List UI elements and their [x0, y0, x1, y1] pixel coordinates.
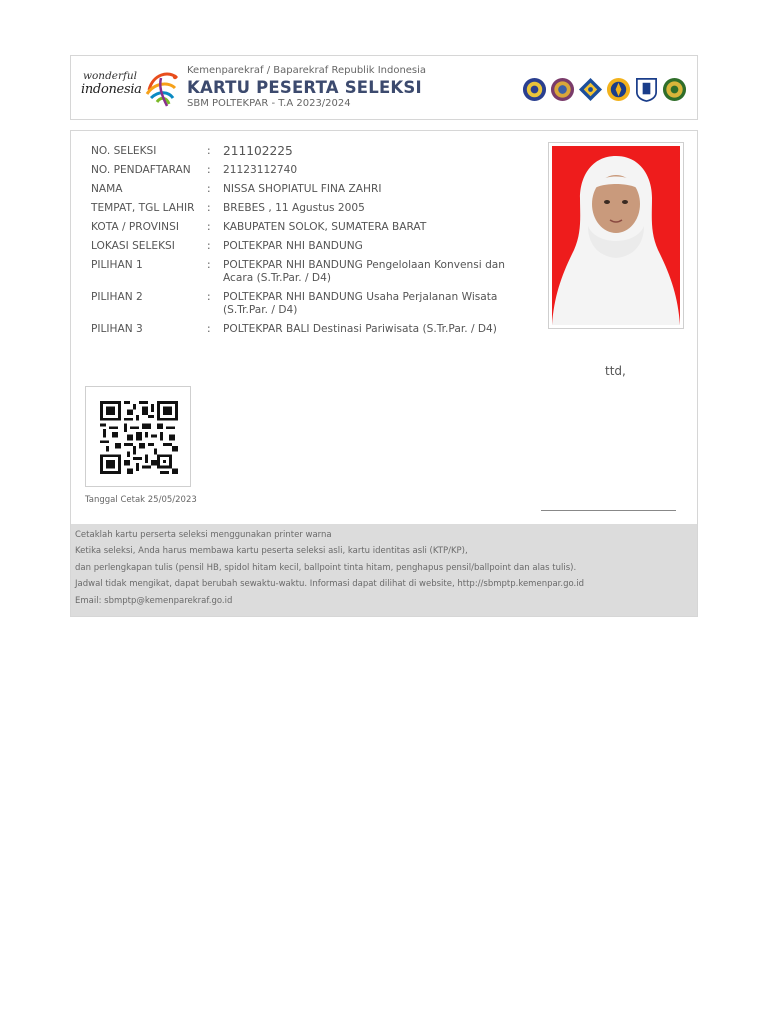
field-value: POLTEKPAR NHI BANDUNG: [223, 240, 363, 252]
wonderful-indonesia-logo: [81, 68, 181, 110]
participant-photo-frame: [548, 142, 684, 329]
institution-seal-icon: [662, 77, 687, 102]
field-row-nama: [91, 183, 531, 196]
field-separator: :: [207, 259, 211, 271]
field-row-kota-provinsi: [91, 221, 531, 234]
institution-seal-icon: [522, 77, 547, 102]
field-label: NO. PENDAFTARAN: [91, 164, 191, 176]
person-portrait-icon: [552, 146, 680, 325]
field-separator: :: [207, 145, 211, 157]
header-text: [187, 65, 426, 110]
page-title: KARTU PESERTA SELEKSI: [187, 78, 422, 97]
card-header: [70, 55, 698, 120]
field-value: NISSA SHOPIATUL FINA ZAHRI: [223, 183, 382, 195]
field-row-tempat-tgl-lahir: [91, 202, 531, 215]
field-label: PILIHAN 2: [91, 291, 143, 303]
participant-photo: [552, 146, 680, 325]
institution-seals: [522, 76, 687, 102]
field-row-no-pendaftaran: [91, 164, 531, 177]
signature-line: [541, 510, 676, 511]
field-row-no-seleksi: [91, 145, 531, 158]
field-value: BREBES , 11 Agustus 2005: [223, 202, 365, 214]
note-line: Email: sbmptp@kemenparekraf.go.id: [75, 595, 233, 606]
field-label: TEMPAT, TGL LAHIR: [91, 202, 195, 214]
note-line: Cetaklah kartu perserta seleksi menggunakan printer warna: [75, 530, 332, 540]
participant-fields: [91, 145, 531, 342]
field-separator: :: [207, 183, 211, 195]
field-label: LOKASI SELEKSI: [91, 240, 175, 252]
field-label: NAMA: [91, 183, 123, 195]
note-line: Ketika seleksi, Anda harus membawa kartu peserta seleksi asli, kartu identitas asli (KTP/KP),: [75, 546, 468, 557]
institution-seal-icon: [550, 77, 575, 102]
garuda-swirl-icon: [139, 68, 183, 110]
field-value: 211102225: [223, 144, 293, 158]
field-label: NO. SELEKSI: [91, 145, 157, 157]
field-row-pilihan-2: [91, 291, 531, 317]
institution-seal-icon: [634, 77, 659, 102]
qr-code-icon: [100, 401, 178, 474]
page-subtitle: SBM POLTEKPAR - T.A 2023/2024: [187, 98, 351, 109]
field-row-pilihan-3: [91, 323, 531, 336]
institution-seal-icon: [606, 77, 631, 102]
logo-text-indonesia: indonesia: [81, 82, 142, 97]
print-date: Tanggal Cetak 25/05/2023: [85, 495, 197, 505]
field-label: PILIHAN 1: [91, 259, 143, 271]
field-separator: :: [207, 291, 211, 303]
field-row-lokasi-seleksi: [91, 240, 531, 253]
field-row-pilihan-1: [91, 259, 531, 285]
field-label: KOTA / PROVINSI: [91, 221, 179, 233]
field-label: PILIHAN 3: [91, 323, 143, 335]
organization-name: Kemenparekraf / Baparekraf Republik Indonesia: [187, 65, 427, 76]
field-separator: :: [207, 221, 211, 233]
field-value: POLTEKPAR NHI BANDUNG Usaha Perjalanan Wisata (S.Tr.Par. / D4): [223, 291, 498, 316]
field-separator: :: [207, 202, 211, 214]
field-value: KABUPATEN SOLOK, SUMATERA BARAT: [223, 221, 427, 233]
field-value: 21123112740: [223, 164, 298, 176]
note-line: dan perlengkapan tulis (pensil HB, spidol hitam kecil, ballpoint tinta hitam, penghapus pensil/ballpoint dan alas tulis).: [75, 562, 577, 573]
field-value: POLTEKPAR NHI BANDUNG Pengelolaan Konvensi dan Acara (S.Tr.Par. / D4): [223, 259, 505, 284]
note-line: Jadwal tidak mengikat, dapat berubah sewaktu-waktu. Informasi dapat dilihat di website, http://sbmptp.kemenpar.go.id: [75, 579, 585, 590]
participant-card: [70, 130, 698, 617]
institution-seal-icon: [578, 77, 603, 102]
field-separator: :: [207, 240, 211, 252]
field-value: POLTEKPAR BALI Destinasi Pariwisata (S.Tr.Par. / D4): [223, 323, 497, 335]
signature-ttd: ttd,: [605, 364, 626, 378]
notes-panel: [71, 524, 697, 616]
qr-code-frame: [85, 386, 191, 487]
logo-text-wonderful: wonderful: [83, 70, 138, 82]
field-separator: :: [207, 164, 211, 176]
field-separator: :: [207, 323, 211, 335]
